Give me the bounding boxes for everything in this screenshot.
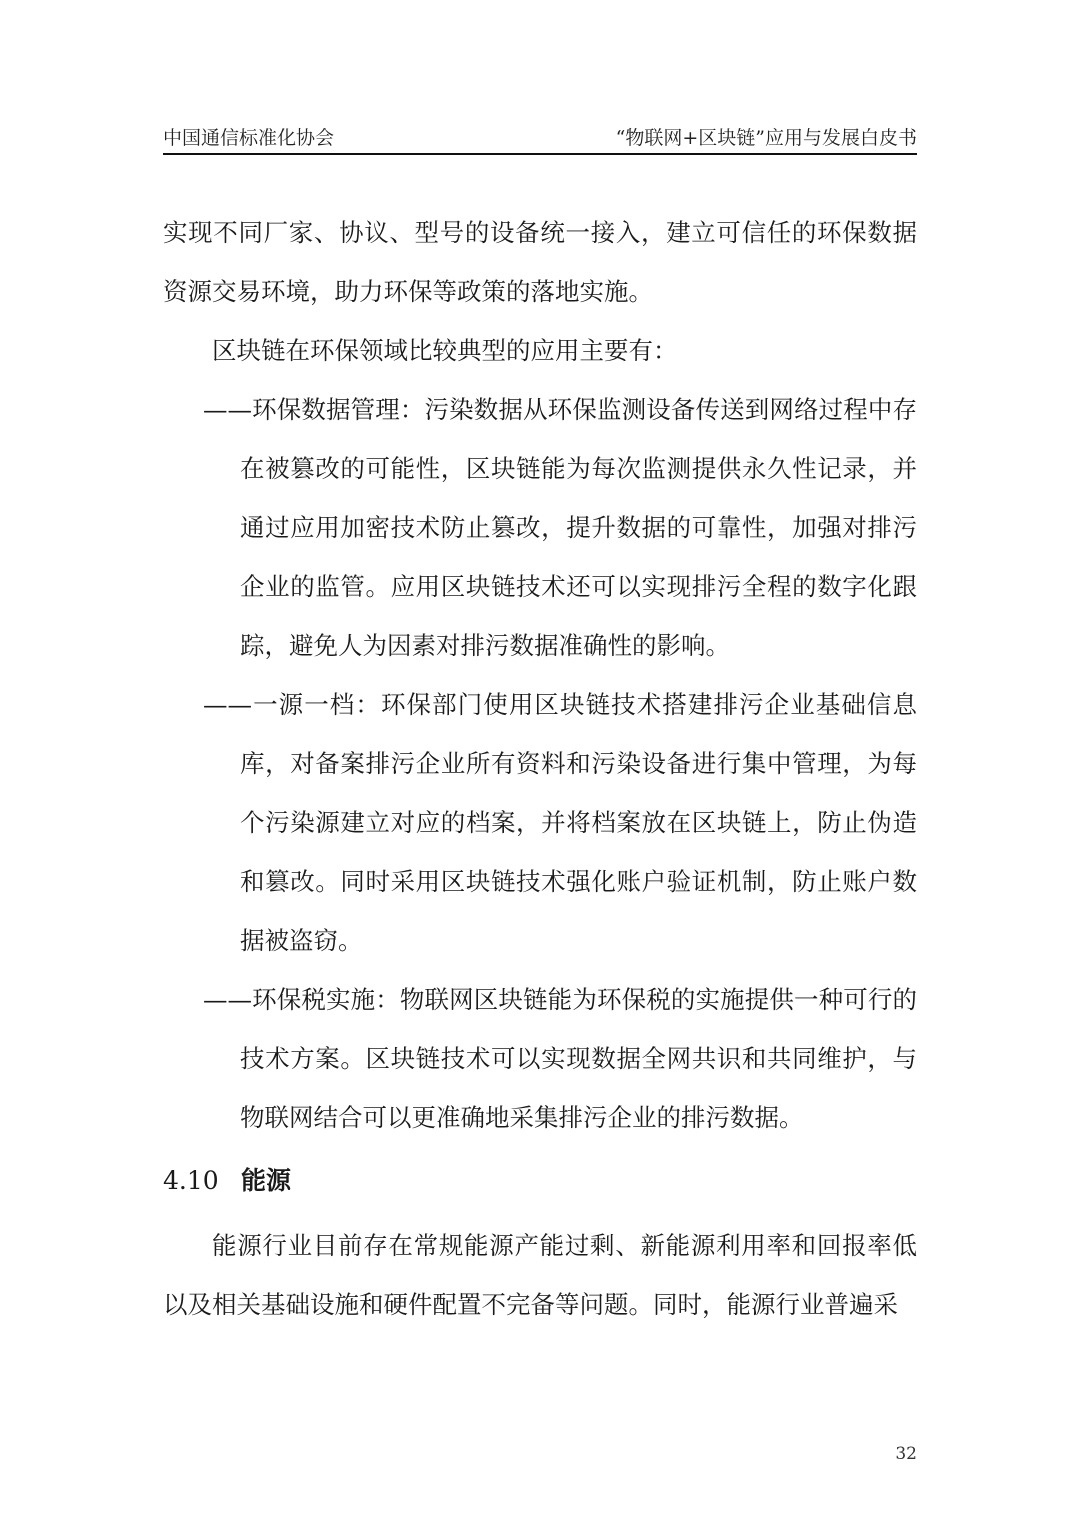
header-document-title: “物联网+区块链”应用与发展白皮书 [615, 127, 917, 149]
page-body [163, 203, 917, 1334]
list-item-one-source-one-file: ——一源一档：环保部门使用区块链技术搭建排污企业基础信息库，对备案排污企业所有资料和污染设备进行集中管理，为每个污染源建立对应的档案，并将档案放在区块链上，防止伪造和篡改。同时采用区块链技术强化账户验证机制，防止账户数据被盗窃。 [203, 690, 917, 955]
list-item-tax-implementation: ——环保税实施：物联网区块链能为环保税的实施提供一种可行的技术方案。区块链技术可以实现数据全网共识和共同维护，与物联网结合可以更准确地采集排污企业的排污数据。 [203, 985, 917, 1132]
section-heading [163, 1147, 917, 1216]
paragraph-energy: 能源行业目前存在常规能源产能过剩、新能源利用率和回报率低以及相关基础设施和硬件配置不完备等问题。同时，能源行业普遍采 [163, 1231, 917, 1319]
section-number: 4.10 [163, 1166, 219, 1195]
paragraph-intro: 实现不同厂家、协议、型号的设备统一接入，建立可信任的环保数据资源交易环境，助力环保等政策的落地实施。 [163, 218, 917, 306]
page-header [163, 126, 917, 154]
header-organization: 中国通信标准化协会 [163, 127, 335, 149]
section-title: 能源 [241, 1166, 292, 1195]
paragraph-applications-lead: 区块链在环保领域比较典型的应用主要有： [212, 336, 678, 365]
list-item-data-management: ——环保数据管理：污染数据从环保监测设备传送到网络过程中存在被篡改的可能性，区块链能为每次监测提供永久性记录，并通过应用加密技术防止篡改，提升数据的可靠性，加强对排污企业的监管。应用区块链技术还可以实现排污全程的数字化跟踪，避免人为因素对排污数据准确性的影响。 [203, 395, 917, 660]
page-number: 32 [895, 1444, 917, 1464]
header-divider [163, 153, 917, 155]
